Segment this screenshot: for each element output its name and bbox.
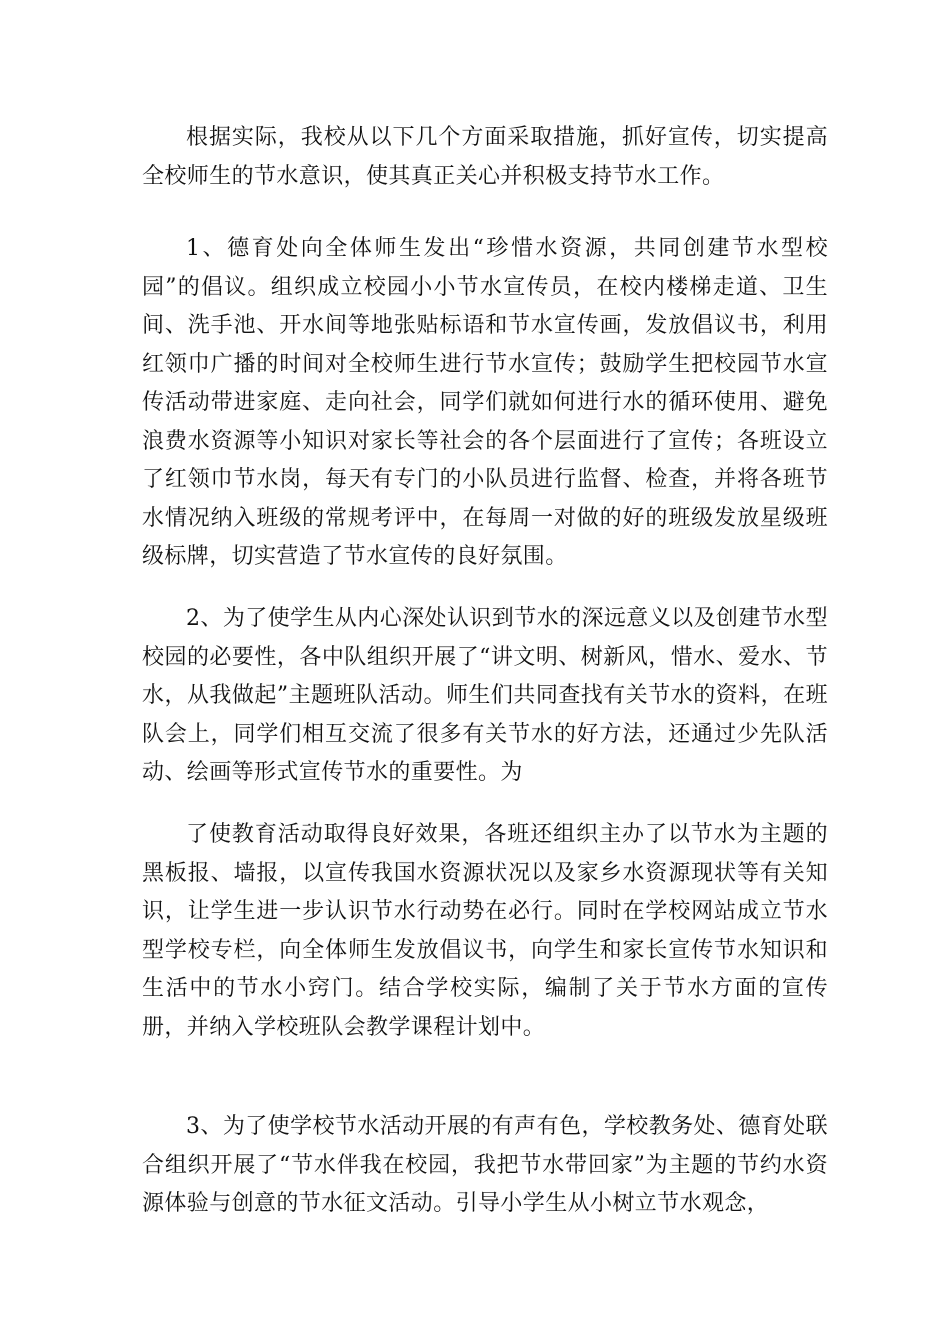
paragraph-item-2: 2、为了使学生从内心深处认识到节水的深远意义以及创建节水型校园的必要性，各中队组织开展了“讲文明、树新风，惜水、爱水、节水，从我做起”主题班队活动。师生们共同查找有关节水的资料，在班队会上，同学们相互交流了很多有关节水的好方法，还通过少先队活动、绘画等形式宣传节水的重要性。为 (142, 606, 828, 785)
paragraph-item-1: 1、德育处向全体师生发出“珍惜水资源，共同创建节水型校园”的倡议。组织成立校园小小节水宣传员，在校内楼梯走道、卫生间、洗手池、开水间等地张贴标语和节水宣传画，发放倡议书，利用红领巾广播的时间对全校师生进行节水宣传；鼓励学生把校园节水宣传活动带进家庭、走向社会，同学们就如何进行水的循环使用、避免浪费水资源等小知识对家长等社会的各个层面进行了宣传；各班设立了红领巾节水岗，每天有专门的小队员进行监督、检查，并将各班节水情况纳入班级的常规考评中，在每周一对做的好的班级发放星级班级标牌，切实营造了节水宣传的良好氛围。 (142, 236, 828, 569)
paragraph-item-3: 3、为了使学校节水活动开展的有声有色，学校教务处、德育处联合组织开展了“节水伴我在校园，我把节水带回家”为主题的节约水资源体验与创意的节水征文活动。引导小学生从小树立节水观念， (142, 1114, 828, 1216)
paragraph-item-2-continued: 了使教育活动取得良好效果，各班还组织主办了以节水为主题的黑板报、墙报，以宣传我国水资源状况以及家乡水资源现状等有关知识，让学生进一步认识节水行动势在必行。同时在学校网站成立节水型学校专栏，向全体师生发放倡议书，向学生和家长宣传节水知识和生活中的节水小窍门。结合学校实际，编制了关于节水方面的宣传册，并纳入学校班队会教学课程计划中。 (142, 822, 828, 1040)
paragraph-intro: 根据实际，我校从以下几个方面采取措施，抓好宣传，切实提高全校师生的节水意识，使其真正关心并积极支持节水工作。 (142, 125, 828, 189)
